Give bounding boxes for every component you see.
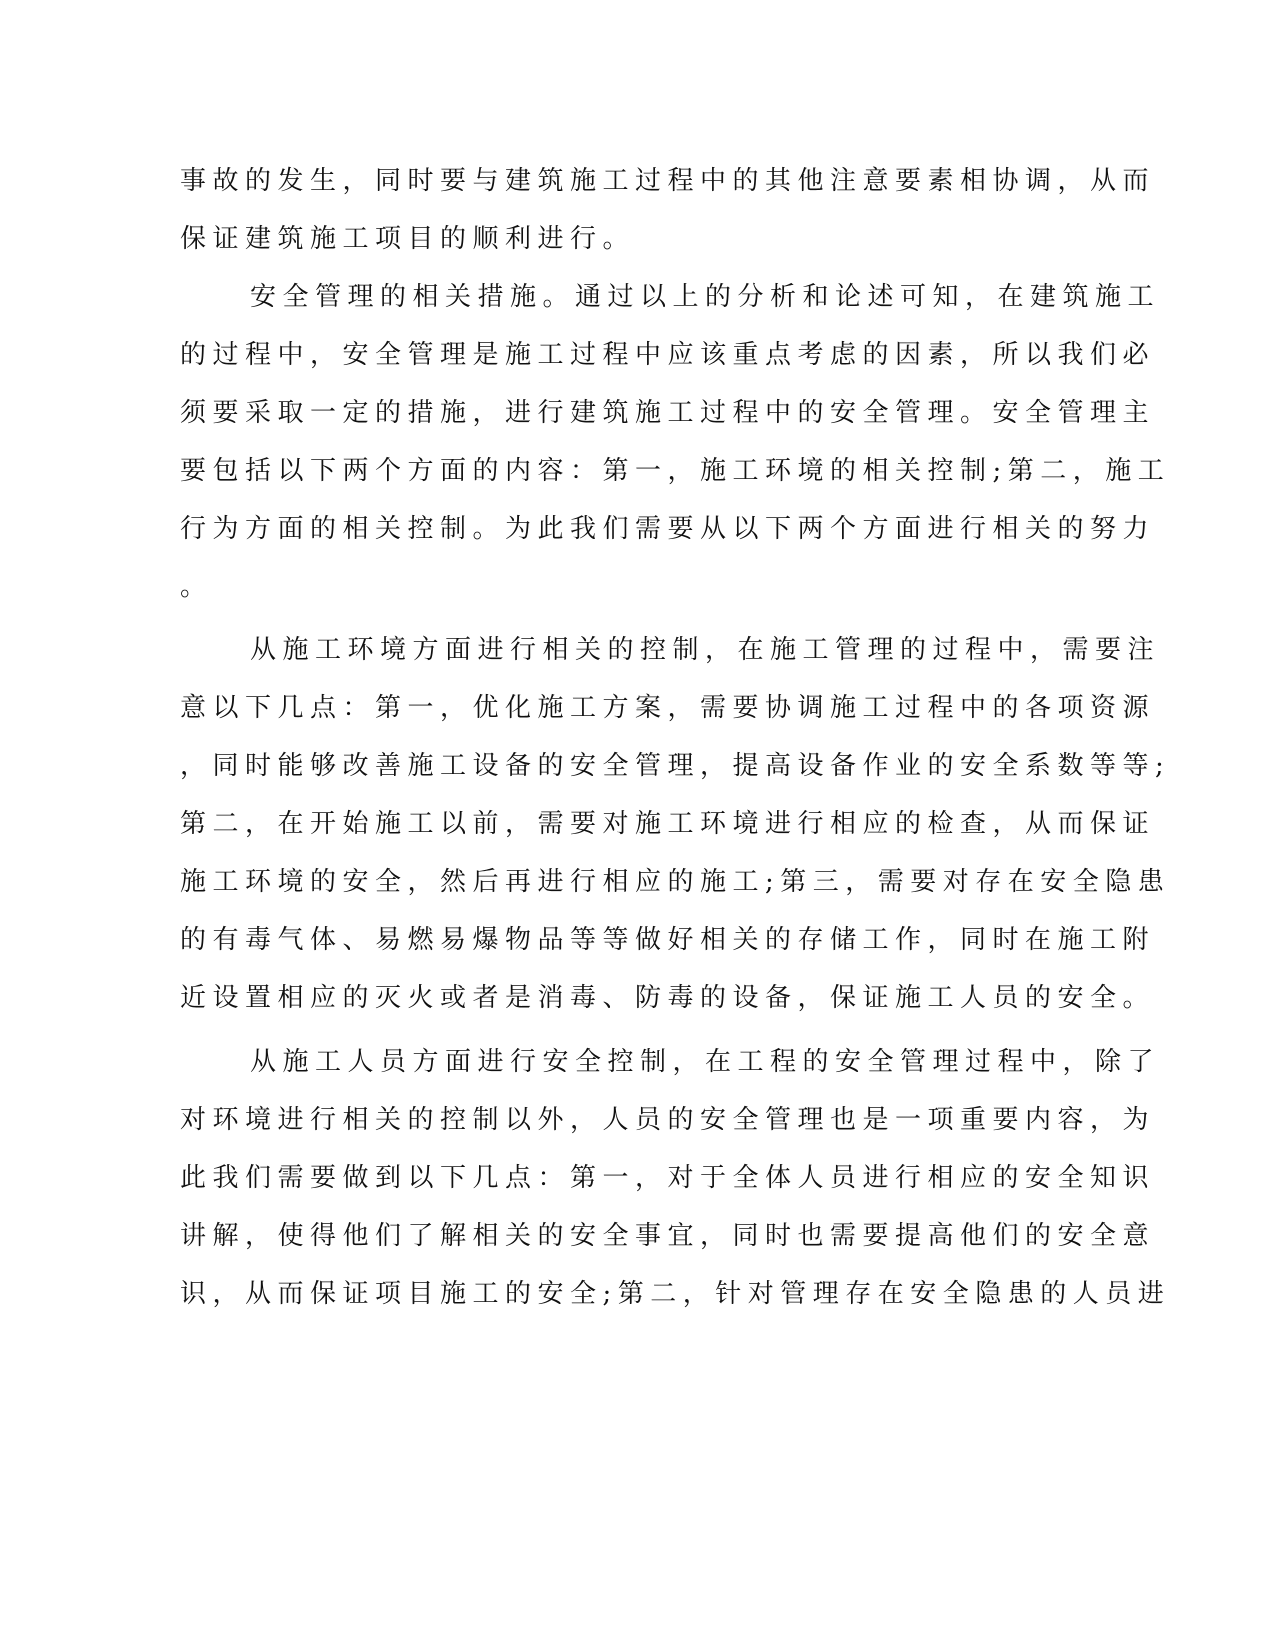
text-line: 事故的发生，同时要与建筑施工过程中的其他注意要素相协调，从而	[180, 166, 1156, 196]
text-line: 讲解，使得他们了解相关的安全事宜，同时也需要提高他们的安全意	[180, 1221, 1156, 1251]
text-line: 识，从而保证项目施工的安全;第二，针对管理存在安全隐患的人员进	[180, 1279, 1171, 1309]
paragraph-first-line: 从施工人员方面进行安全控制，在工程的安全管理过程中，除了	[250, 1047, 1161, 1077]
text-line: 意以下几点：第一，优化施工方案，需要协调施工过程中的各项资源	[180, 693, 1156, 723]
text-line: 的有毒气体、易燃易爆物品等等做好相关的存储工作，同时在施工附	[180, 925, 1156, 955]
text-line: 的过程中，安全管理是施工过程中应该重点考虑的因素，所以我们必	[180, 340, 1156, 370]
text-line: 此我们需要做到以下几点：第一，对于全体人员进行相应的安全知识	[180, 1163, 1156, 1193]
text-line: 须要采取一定的措施，进行建筑施工过程中的安全管理。安全管理主	[180, 398, 1156, 428]
text-line: 要包括以下两个方面的内容：第一，施工环境的相关控制;第二，施工	[180, 456, 1171, 486]
text-line: 保证建筑施工项目的顺利进行。	[180, 224, 636, 254]
paragraph-first-line: 从施工环境方面进行相关的控制，在施工管理的过程中，需要注	[250, 635, 1161, 665]
text-line: 近设置相应的灭火或者是消毒、防毒的设备，保证施工人员的安全。	[180, 983, 1156, 1013]
text-line: 对环境进行相关的控制以外，人员的安全管理也是一项重要内容，为	[180, 1105, 1156, 1135]
text-line: ，同时能够改善施工设备的安全管理，提高设备作业的安全系数等等;	[180, 751, 1171, 781]
text-line: 行为方面的相关控制。为此我们需要从以下两个方面进行相关的努力	[180, 514, 1156, 544]
text-line: 。	[180, 572, 213, 602]
paragraph-first-line: 安全管理的相关措施。通过以上的分析和论述可知，在建筑施工	[250, 282, 1161, 312]
text-line: 第二，在开始施工以前，需要对施工环境进行相应的检查，从而保证	[180, 809, 1156, 839]
text-line: 施工环境的安全，然后再进行相应的施工;第三，需要对存在安全隐患	[180, 867, 1171, 897]
